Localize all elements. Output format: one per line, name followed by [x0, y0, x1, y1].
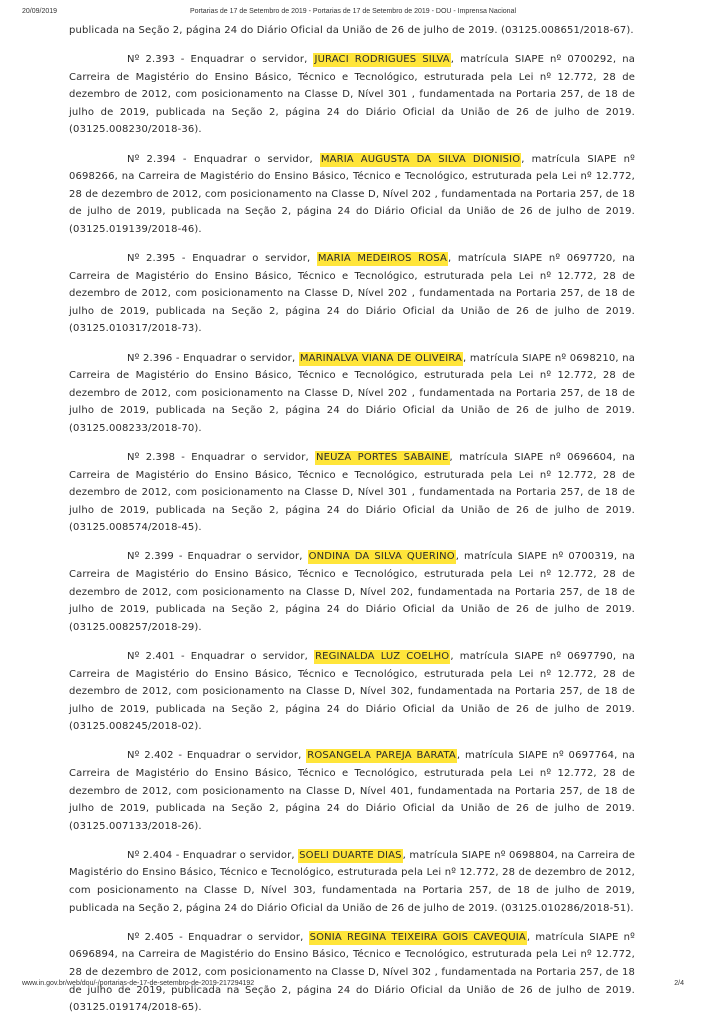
entry-prefix: Nº 2.401 - Enquadrar o servidor,	[127, 650, 308, 662]
servidor-name-highlight: JURACI RODRIGUES SILVA	[314, 54, 450, 66]
entry-text: , matrícula SIAPE nº 0697720, na Carreira de Magistério do Ensino Básico, Técnico e Tecnológico, estruturada pela Lei nº 12.772, 28 de dezembro de 2012, com posicionamento na Classe D, Nível 202 , fundamentada na Portaria 257, de 18 de julho de 2019, publicada na Seção 2, página 24 do Diário Oficial da União de 26 de julho de 2019. (03125.010317/2018-73).	[69, 253, 635, 335]
portaria-entry	[69, 548, 635, 636]
entry-text: , matrícula SIAPE nº 0700319, na Carreira de Magistério do Ensino Básico, Técnico e Tecnológico, estruturada pela Lei nº 12.772, 28 de dezembro de 2012, com posicionamento na Classe D, Nível 202, fundamentada na Portaria 257, de 18 de julho de 2019, publicada na Seção 2, página 24 do Diário Oficial da União de 26 de julho de 2019. (03125.008257/2018-29).	[69, 551, 635, 633]
page-url: www.in.gov.br/web/dou/-/portarias-de-17-de-setembro-de-2019-217294192	[22, 980, 255, 987]
servidor-name-highlight: MARIA AUGUSTA DA SILVA DIONISIO	[320, 153, 521, 165]
portaria-entry	[69, 648, 635, 736]
portaria-entry	[69, 929, 635, 1017]
entry-text: , matrícula SIAPE nº 0698266, na Carreira de Magistério do Ensino Básico, Técnico e Tecnológico, estruturada pela Lei nº 12.772, 28 de dezembro de 2012, com posicionamento na Classe D, Nível 202 , fundamentada na Portaria 257, de 18 de julho de 2019, publicada na Seção 2, página 24 do Diário Oficial da União de 26 de julho de 2019. (03125.019139/2018-46).	[69, 153, 635, 235]
portaria-entry	[69, 747, 635, 835]
entry-prefix: Nº 2.396 - Enquadrar o servidor,	[127, 352, 296, 364]
servidor-name-highlight: NEUZA PORTES SABAINE	[316, 451, 449, 463]
entry-prefix: Nº 2.394 - Enquadrar o servidor,	[127, 153, 313, 165]
document-body	[69, 22, 635, 1028]
entry-prefix: Nº 2.402 - Enquadrar o servidor,	[127, 750, 302, 762]
print-date: 20/09/2019	[22, 8, 58, 15]
entry-prefix: Nº 2.405 - Enquadrar o servidor,	[127, 931, 304, 943]
entry-text: , matrícula SIAPE nº 0700292, na Carreira de Magistério do Ensino Básico, Técnico e Tecnológico, estruturada pela Lei nº 12.772, 28 de dezembro de 2012, com posicionamento na Classe D, Nível 301 , fundamentada na Portaria 257, de 18 de julho de 2019, publicada na Seção 2, página 24 do Diário Oficial da União de 26 de julho de 2019. (03125.008230/2018-36).	[69, 54, 635, 136]
entry-prefix: Nº 2.399 - Enquadrar o servidor,	[127, 551, 303, 563]
entry-text: , matrícula SIAPE nº 0697764, na Carreira de Magistério do Ensino Básico, Técnico e Tecnológico, estruturada pela Lei nº 12.772, 28 de dezembro de 2012, com posicionamento na Classe D, Nível 401, fundamentada na Portaria 257, de 18 de julho de 2019, publicada na Seção 2, página 24 do Diário Oficial da União de 26 de julho de 2019. (03125.007133/2018-26).	[69, 750, 635, 832]
portaria-entry	[69, 449, 635, 537]
entry-text: , matrícula SIAPE nº 0697790, na Carreira de Magistério do Ensino Básico, Técnico e Tecnológico, estruturada pela Lei nº 12.772, 28 de dezembro de 2012, com posicionamento na Classe D, Nível 302, fundamentada na Portaria 257, de 18 de julho de 2019, publicada na Seção 2, página 24 do Diário Oficial da União de 26 de julho de 2019. (03125.008245/2018-02).	[69, 650, 635, 733]
entry-text: , matrícula SIAPE nº 0696604, na Carreira de Magistério do Ensino Básico, Técnico e Tecnológico, estruturada pela Lei nº 12.772, 28 de dezembro de 2012, com posicionamento na Classe D, Nível 301 , fundamentada na Portaria 257, de 18 de julho de 2019, publicada na Seção 2, página 24 do Diário Oficial da União de 26 de julho de 2019. (03125.008574/2018-45).	[69, 451, 635, 534]
portaria-entry	[69, 847, 635, 917]
servidor-name-highlight: ROSANGELA PAREJA BARATA	[307, 750, 456, 762]
print-footer	[22, 980, 684, 990]
entry-prefix: Nº 2.395 - Enquadrar o servidor,	[127, 253, 311, 265]
servidor-name-highlight: ONDINA DA SILVA QUERINO	[308, 551, 455, 563]
entry-text: , matrícula SIAPE nº 0696894, na Carreira de Magistério do Ensino Básico, Técnico e Tecnológico, estruturada pela Lei nº 12.772, 28 de dezembro de 2012, com posicionamento na Classe D, Nível 302 , fundamentada na Portaria 257, de 18 de julho de 2019, publicada na Seção 2, página 24 do Diário Oficial da União de 26 de julho de 2019. (03125.019174/2018-65).	[69, 931, 635, 1014]
servidor-name-highlight: REGINALDA LUZ COELHO	[315, 650, 450, 662]
servidor-name-highlight: MARIA MEDEIROS ROSA	[317, 253, 447, 265]
servidor-name-highlight: SONIA REGINA TEIXEIRA GOIS CAVEQUIA	[309, 931, 526, 943]
servidor-name-highlight: MARINALVA VIANA DE OLIVEIRA	[299, 352, 463, 364]
print-title: Portarias de 17 de Setembro de 2019 - Portarias de 17 de Setembro de 2019 - DOU - Imprensa Nacional	[189, 8, 517, 15]
entry-prefix: Nº 2.404 - Enquadrar o servidor,	[127, 849, 295, 861]
portaria-entry	[69, 51, 635, 139]
portaria-entry	[69, 250, 635, 338]
entries-list	[69, 51, 635, 1017]
entry-prefix: Nº 2.398 - Enquadrar o servidor,	[127, 451, 309, 463]
entry-prefix: Nº 2.393 - Enquadrar o servidor,	[127, 54, 308, 66]
portaria-entry	[69, 151, 635, 239]
portaria-entry	[69, 350, 635, 438]
entry-text: , matrícula SIAPE nº 0698210, na Carreira de Magistério do Ensino Básico, Técnico e Tecnológico, estruturada pela Lei nº 12.772, 28 de dezembro de 2012, com posicionamento na Classe D, Nível 202 , fundamentada na Portaria 257, de 18 de julho de 2019, publicada na Seção 2, página 24 do Diário Oficial da União de 26 de julho de 2019. (03125.008233/2018-70).	[69, 352, 635, 434]
continued-paragraph: publicada na Seção 2, página 24 do Diário Oficial da União de 26 de julho de 2019. (03125.008651/2018-67).	[69, 25, 634, 36]
print-header	[22, 8, 684, 18]
entry-text: , matrícula SIAPE nº 0698804, na Carreira de Magistério do Ensino Básico, Técnico e Tecnológico, estruturada pela Lei nº 12.772, 28 de dezembro de 2012, com posicionamento na Classe D, Nível 303, fundamentada na Portaria 257, de 18 de julho de 2019, publicada na Seção 2, página 24 do Diário Oficial da União de 26 de julho de 2019. (03125.010286/2018-51).	[69, 849, 636, 914]
page-number: 2/4	[674, 980, 684, 987]
servidor-name-highlight: SOELI DUARTE DIAS	[299, 849, 402, 861]
